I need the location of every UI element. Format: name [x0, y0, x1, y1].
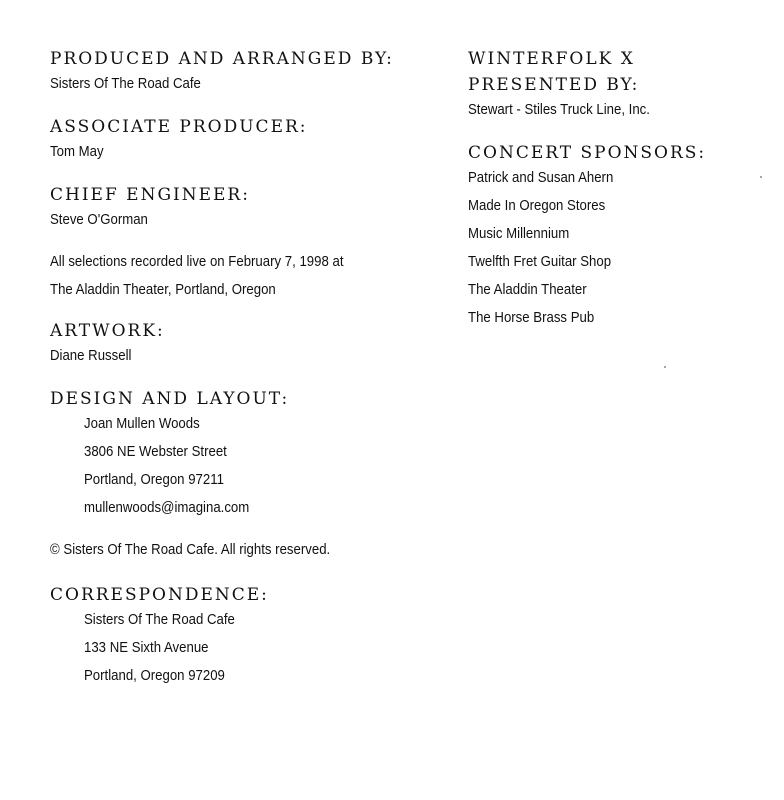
- presented-line: Stewart - Stiles Truck Line, Inc.: [468, 101, 650, 118]
- design-heading: DESIGN AND LAYOUT:: [50, 389, 290, 409]
- design-line-city: Portland, Oregon 97211: [84, 471, 224, 488]
- sponsor-item: Music Millennium: [468, 225, 570, 242]
- paper-speck: [760, 176, 762, 178]
- sponsors-heading: CONCERT SPONSORS:: [468, 143, 707, 163]
- artwork-line: Diane Russell: [50, 347, 132, 364]
- correspondence-line-city: Portland, Oregon 97209: [84, 667, 225, 684]
- correspondence-line-name: Sisters Of The Road Cafe: [84, 611, 235, 628]
- presented-heading: PRESENTED BY:: [468, 75, 640, 95]
- presented-section: [468, 74, 768, 124]
- event-title: WINTERFOLK X: [468, 49, 635, 69]
- artwork-section: [50, 320, 450, 370]
- engineer-line: Steve O'Gorman: [50, 211, 148, 228]
- artwork-heading: ARTWORK:: [50, 321, 165, 341]
- produced-section: [50, 48, 450, 98]
- right-column: [468, 48, 768, 332]
- engineer-heading: CHIEF ENGINEER:: [50, 185, 250, 205]
- associate-section: [50, 116, 450, 166]
- recorded-section: [50, 248, 450, 304]
- recorded-line-2: The Aladdin Theater, Portland, Oregon: [50, 281, 276, 298]
- sponsor-item: Twelfth Fret Guitar Shop: [468, 253, 612, 270]
- copyright-line: © Sisters Of The Road Cafe. All rights reserved.: [50, 541, 331, 558]
- sponsor-item: The Horse Brass Pub: [468, 309, 595, 326]
- produced-heading: PRODUCED AND ARRANGED BY:: [50, 49, 394, 69]
- sponsors-section: [468, 142, 768, 332]
- engineer-section: [50, 184, 450, 234]
- copyright-section: [50, 536, 450, 564]
- design-line-street: 3806 NE Webster Street: [84, 443, 227, 460]
- produced-line: Sisters Of The Road Cafe: [50, 75, 201, 92]
- design-line-email: mullenwoods@imagina.com: [84, 499, 250, 516]
- design-line-name: Joan Mullen Woods: [84, 415, 200, 432]
- left-column: [50, 48, 450, 690]
- correspondence-section: [50, 584, 450, 690]
- associate-heading: ASSOCIATE PRODUCER:: [50, 117, 308, 137]
- correspondence-address: [50, 606, 450, 690]
- sponsor-item: Patrick and Susan Ahern: [468, 169, 614, 186]
- paper-speck: [664, 366, 666, 368]
- associate-line: Tom May: [50, 143, 104, 160]
- correspondence-line-street: 133 NE Sixth Avenue: [84, 639, 209, 656]
- sponsor-item: Made In Oregon Stores: [468, 197, 606, 214]
- design-section: [50, 388, 450, 522]
- sponsor-item: The Aladdin Theater: [468, 281, 587, 298]
- design-address: [50, 410, 450, 522]
- correspondence-heading: CORRESPONDENCE:: [50, 585, 269, 605]
- recorded-line-1: All selections recorded live on February 7, 1998 at: [50, 253, 344, 270]
